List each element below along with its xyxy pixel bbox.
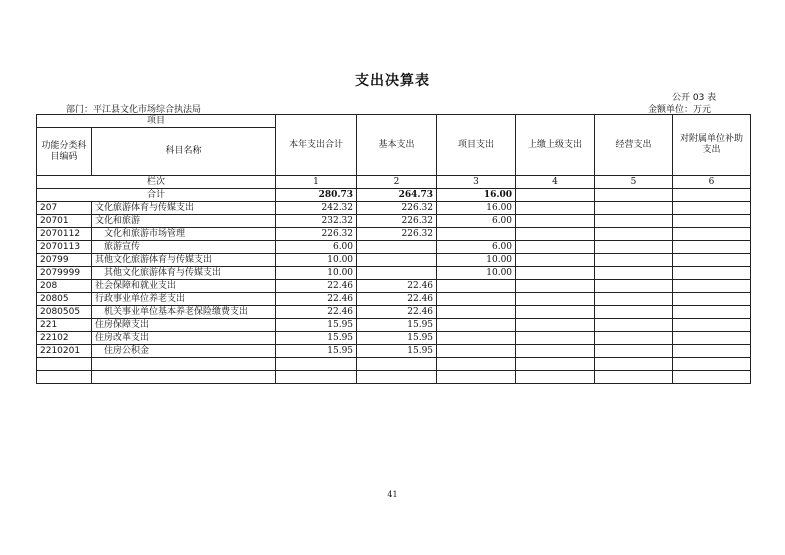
total-basic: 264.73 — [357, 189, 437, 202]
empty-cell — [595, 189, 673, 202]
empty-cell — [673, 332, 751, 345]
empty-cell — [516, 189, 595, 202]
row-project — [437, 345, 516, 358]
row-basic: 226.32 — [357, 215, 437, 228]
header-business: 经营支出 — [595, 115, 673, 176]
column-number: 1 — [276, 176, 357, 189]
expenditure-table — [36, 114, 751, 384]
table-row — [37, 332, 751, 345]
empty-cell — [276, 371, 357, 384]
row-name: 行政事业单位养老支出 — [92, 293, 276, 306]
column-number-row — [37, 176, 751, 189]
row-basic: 226.32 — [357, 202, 437, 215]
table-row — [37, 293, 751, 306]
row-total: 226.32 — [276, 228, 357, 241]
row-basic: 15.95 — [357, 345, 437, 358]
row-total: 232.32 — [276, 215, 357, 228]
empty-cell — [437, 371, 516, 384]
table-row — [37, 254, 751, 267]
header-subsidy: 对附属单位补助支出 — [673, 115, 751, 176]
column-number: 2 — [357, 176, 437, 189]
empty-cell — [673, 358, 751, 371]
row-project — [437, 293, 516, 306]
row-basic: 22.46 — [357, 306, 437, 319]
empty-cell — [37, 358, 92, 371]
row-basic: 22.46 — [357, 280, 437, 293]
empty-cell — [595, 280, 673, 293]
row-name: 文化和旅游 — [92, 215, 276, 228]
empty-cell — [673, 319, 751, 332]
row-name: 机关事业单位基本养老保险缴费支出 — [92, 306, 276, 319]
row-name: 其他文化旅游体育与传媒支出 — [92, 267, 276, 280]
row-project — [437, 280, 516, 293]
row-total: 10.00 — [276, 267, 357, 280]
empty-cell — [92, 371, 276, 384]
empty-cell — [37, 371, 92, 384]
table-row — [37, 280, 751, 293]
row-name: 其他文化旅游体育与传媒支出 — [92, 254, 276, 267]
row-code: 20701 — [37, 215, 92, 228]
empty-cell — [595, 332, 673, 345]
total-amount: 280.73 — [276, 189, 357, 202]
empty-cell — [595, 319, 673, 332]
row-name: 文化和旅游市场管理 — [92, 228, 276, 241]
empty-cell — [516, 280, 595, 293]
row-project — [437, 332, 516, 345]
row-project: 6.00 — [437, 241, 516, 254]
row-code: 22102 — [37, 332, 92, 345]
column-number: 6 — [673, 176, 751, 189]
row-basic — [357, 254, 437, 267]
row-code: 221 — [37, 319, 92, 332]
column-number-label: 栏次 — [37, 176, 276, 189]
header-basic: 基本支出 — [357, 115, 437, 176]
row-name: 旅游宣传 — [92, 241, 276, 254]
empty-cell — [673, 267, 751, 280]
header-project: 项目支出 — [437, 115, 516, 176]
table-row — [37, 215, 751, 228]
empty-cell — [595, 267, 673, 280]
row-total: 6.00 — [276, 241, 357, 254]
empty-cell — [595, 215, 673, 228]
row-code: 20799 — [37, 254, 92, 267]
row-code: 207 — [37, 202, 92, 215]
empty-cell — [673, 189, 751, 202]
empty-cell — [595, 306, 673, 319]
empty-cell — [673, 345, 751, 358]
row-code: 2070112 — [37, 228, 92, 241]
row-total: 22.46 — [276, 280, 357, 293]
empty-cell — [673, 215, 751, 228]
empty-cell — [673, 371, 751, 384]
column-number: 3 — [437, 176, 516, 189]
row-basic: 15.95 — [357, 332, 437, 345]
header-item: 项目 — [37, 115, 276, 128]
row-code: 2210201 — [37, 345, 92, 358]
table-row — [37, 241, 751, 254]
empty-cell — [516, 254, 595, 267]
empty-cell — [516, 358, 595, 371]
row-total: 242.32 — [276, 202, 357, 215]
header-total: 本年支出合计 — [276, 115, 357, 176]
empty-cell — [357, 358, 437, 371]
row-project: 10.00 — [437, 267, 516, 280]
empty-cell — [595, 241, 673, 254]
empty-cell — [595, 228, 673, 241]
row-project — [437, 319, 516, 332]
row-total: 15.95 — [276, 319, 357, 332]
empty-cell — [516, 228, 595, 241]
empty-cell — [673, 254, 751, 267]
header-upper: 上缴上级支出 — [516, 115, 595, 176]
empty-cell — [357, 371, 437, 384]
row-code: 20805 — [37, 293, 92, 306]
empty-cell — [595, 293, 673, 306]
row-code: 2070113 — [37, 241, 92, 254]
empty-cell — [673, 228, 751, 241]
row-total: 15.95 — [276, 332, 357, 345]
empty-cell — [276, 358, 357, 371]
row-name: 社会保障和就业支出 — [92, 280, 276, 293]
empty-cell — [595, 345, 673, 358]
row-project — [437, 228, 516, 241]
empty-cell — [595, 358, 673, 371]
row-code: 2080505 — [37, 306, 92, 319]
total-project: 16.00 — [437, 189, 516, 202]
row-code: 2079999 — [37, 267, 92, 280]
empty-cell — [595, 254, 673, 267]
row-name: 住房改革支出 — [92, 332, 276, 345]
blank-row — [37, 371, 751, 384]
row-basic — [357, 267, 437, 280]
empty-cell — [516, 267, 595, 280]
total-label: 合计 — [37, 189, 276, 202]
row-basic — [357, 241, 437, 254]
empty-cell — [516, 332, 595, 345]
row-basic: 226.32 — [357, 228, 437, 241]
empty-cell — [516, 371, 595, 384]
page-number: 41 — [387, 490, 398, 499]
row-total: 10.00 — [276, 254, 357, 267]
empty-cell — [516, 202, 595, 215]
row-code: 208 — [37, 280, 92, 293]
table-row — [37, 319, 751, 332]
empty-cell — [673, 241, 751, 254]
empty-cell — [673, 280, 751, 293]
total-row — [37, 189, 751, 202]
empty-cell — [516, 345, 595, 358]
table-row — [37, 345, 751, 358]
empty-cell — [437, 358, 516, 371]
row-name: 住房保障支出 — [92, 319, 276, 332]
empty-cell — [92, 358, 276, 371]
empty-cell — [595, 202, 673, 215]
column-number: 4 — [516, 176, 595, 189]
header-code: 功能分类科目编码 — [37, 128, 92, 176]
form-number: 公开 03 表 — [672, 93, 717, 103]
department-label: 部门：平江县文化市场综合执法局 — [66, 105, 202, 115]
table-row — [37, 267, 751, 280]
empty-cell — [516, 241, 595, 254]
empty-cell — [673, 306, 751, 319]
empty-cell — [516, 215, 595, 228]
empty-cell — [516, 306, 595, 319]
amount-unit-label: 金额单位：万元 — [648, 105, 712, 115]
row-total: 22.46 — [276, 293, 357, 306]
row-project: 6.00 — [437, 215, 516, 228]
row-basic: 15.95 — [357, 319, 437, 332]
page-title: 支出决算表 — [355, 73, 430, 89]
row-project — [437, 306, 516, 319]
empty-cell — [516, 293, 595, 306]
column-number: 5 — [595, 176, 673, 189]
empty-cell — [673, 293, 751, 306]
empty-cell — [595, 371, 673, 384]
empty-cell — [673, 202, 751, 215]
row-name: 文化旅游体育与传媒支出 — [92, 202, 276, 215]
row-project: 10.00 — [437, 254, 516, 267]
table-row — [37, 306, 751, 319]
row-total: 15.95 — [276, 345, 357, 358]
row-basic: 22.46 — [357, 293, 437, 306]
row-project: 16.00 — [437, 202, 516, 215]
header-name: 科目名称 — [92, 128, 276, 176]
table-row — [37, 202, 751, 215]
blank-row — [37, 358, 751, 371]
empty-cell — [516, 319, 595, 332]
table-row — [37, 228, 751, 241]
row-total: 22.46 — [276, 306, 357, 319]
row-name: 住房公积金 — [92, 345, 276, 358]
